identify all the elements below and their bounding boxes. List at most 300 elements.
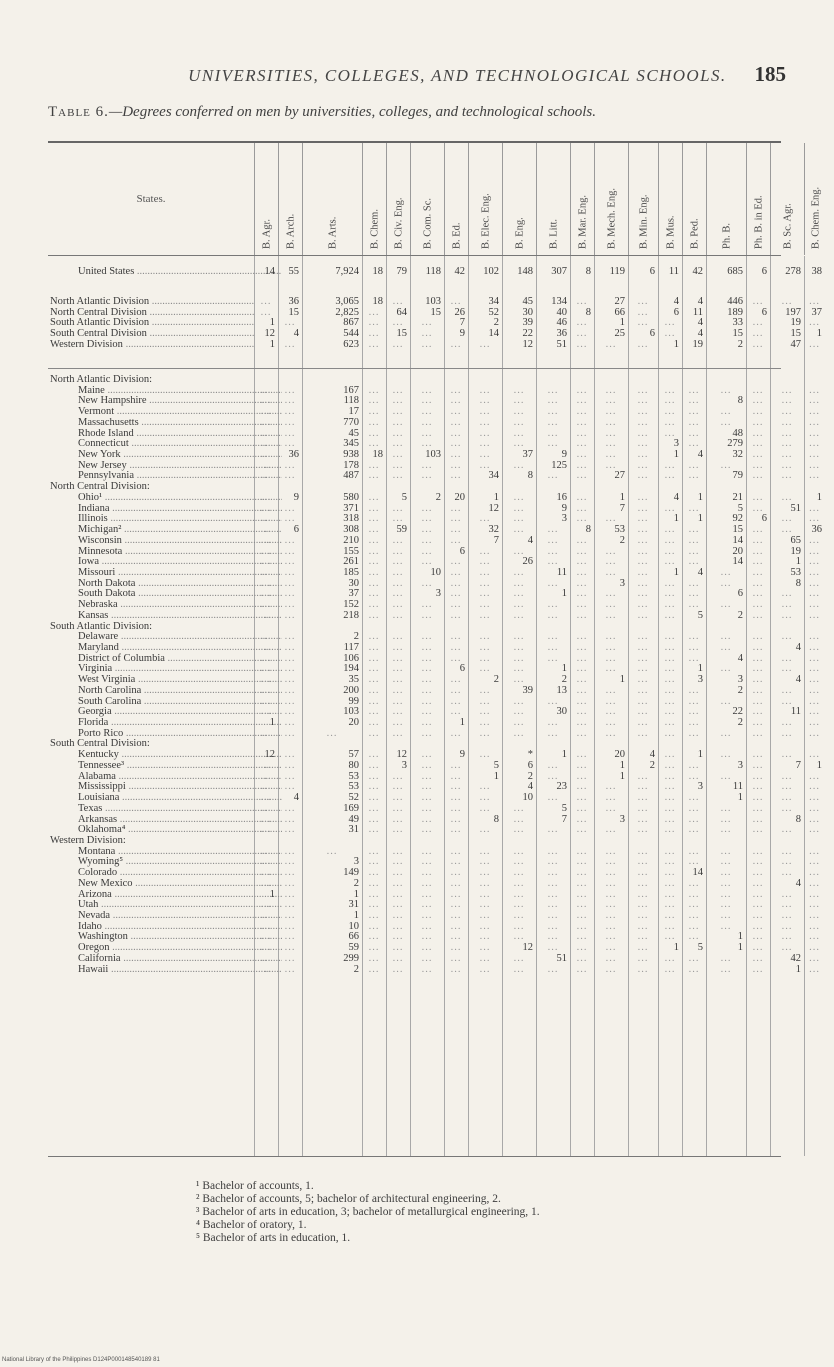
table-cell: 1 <box>737 931 743 943</box>
empty-cell: ... <box>392 663 404 675</box>
empty-cell: ... <box>637 802 649 814</box>
empty-cell: ... <box>368 867 380 879</box>
column-header-label: B. Elec. Eng. <box>480 193 492 249</box>
empty-cell: ... <box>605 942 617 954</box>
empty-cell: ... <box>450 952 462 964</box>
empty-cell: ... <box>752 609 764 621</box>
empty-cell: ... <box>421 899 433 911</box>
empty-cell: ... <box>479 459 491 471</box>
empty-cell: ... <box>392 727 404 739</box>
empty-cell: ... <box>664 577 676 589</box>
empty-cell: ... <box>605 642 617 653</box>
table-cell: 12 <box>488 502 499 514</box>
table-row <box>48 338 820 351</box>
empty-cell: ... <box>809 888 820 900</box>
row-label: West Virginia ..... <box>78 674 282 686</box>
empty-cell: ... <box>605 652 617 664</box>
empty-cell: ... <box>547 427 559 439</box>
empty-cell: ... <box>450 781 462 793</box>
empty-cell: ... <box>368 338 380 350</box>
empty-cell: ... <box>576 427 588 439</box>
empty-cell: ... <box>809 749 820 761</box>
empty-cell: ... <box>513 459 525 471</box>
row-label: Michigan² ..... <box>78 524 282 536</box>
empty-cell: ... <box>284 802 296 814</box>
empty-cell: ... <box>781 802 793 814</box>
empty-cell: ... <box>809 920 820 932</box>
row-label: Texas ..... <box>78 803 282 815</box>
table-cell: 487 <box>343 470 359 482</box>
empty-cell: ... <box>368 577 380 589</box>
empty-cell: ... <box>368 845 380 857</box>
empty-cell: ... <box>284 384 296 396</box>
table-caption <box>48 104 794 121</box>
empty-cell: ... <box>368 534 380 546</box>
table-cell: 345 <box>343 438 359 450</box>
empty-cell: ... <box>664 802 676 814</box>
empty-cell: ... <box>576 920 588 932</box>
table-cell: 1 <box>353 910 359 921</box>
table-cell: 53 <box>348 781 359 793</box>
table-cell: 20 <box>348 717 359 729</box>
empty-cell: ... <box>605 588 617 600</box>
table-cell: 118 <box>343 395 359 407</box>
table-cell: 7 <box>493 534 499 546</box>
empty-cell: ... <box>547 631 559 643</box>
empty-cell: ... <box>450 513 462 525</box>
row-label: Washington ..... <box>78 931 282 943</box>
table-cell: 31 <box>348 824 359 836</box>
column-header-label: B. Ped. <box>689 218 701 249</box>
empty-cell: ... <box>368 459 380 471</box>
table-cell: 66 <box>348 931 359 943</box>
empty-cell: ... <box>664 706 676 718</box>
table-cell: 4 <box>697 296 703 307</box>
empty-cell: ... <box>284 406 296 418</box>
table-cell: 544 <box>343 328 359 340</box>
empty-cell: ... <box>720 845 732 857</box>
empty-cell: ... <box>809 556 820 568</box>
table-cell: 11 <box>732 781 743 793</box>
empty-cell: ... <box>576 338 588 350</box>
table-cell: 194 <box>343 663 359 675</box>
table-cell: 12 <box>522 338 533 350</box>
row-label: Arizona ..... <box>78 889 282 901</box>
empty-cell: ... <box>637 910 649 921</box>
empty-cell: ... <box>752 727 764 739</box>
empty-cell: ... <box>284 920 296 932</box>
empty-cell: ... <box>637 588 649 600</box>
empty-cell: ... <box>720 920 732 932</box>
empty-cell: ... <box>688 577 700 589</box>
empty-cell: ... <box>688 910 700 921</box>
empty-cell: ... <box>637 781 649 793</box>
empty-cell: ... <box>720 727 732 739</box>
table-cell: 51 <box>790 502 801 514</box>
empty-cell: ... <box>809 717 820 729</box>
table-cell: 770 <box>343 416 359 428</box>
table-cell: 4 <box>673 491 679 503</box>
empty-cell: ... <box>752 663 764 675</box>
empty-cell: ... <box>547 899 559 911</box>
empty-cell: ... <box>688 963 700 975</box>
empty-cell: ... <box>450 942 462 954</box>
empty-cell: ... <box>781 406 793 418</box>
table-cell: 4 <box>795 642 801 653</box>
empty-cell: ... <box>392 338 404 350</box>
empty-cell: ... <box>637 513 649 525</box>
empty-cell: ... <box>720 384 732 396</box>
empty-cell: ... <box>576 684 588 696</box>
empty-cell: ... <box>752 577 764 589</box>
table-cell: 3 <box>673 438 679 450</box>
table-header <box>48 143 821 256</box>
table-cell: 30 <box>522 306 533 318</box>
empty-cell: ... <box>421 770 433 782</box>
table-cell: 6 <box>673 306 679 318</box>
empty-cell: ... <box>605 663 617 675</box>
empty-cell: ... <box>720 802 732 814</box>
table-cell: 47 <box>790 338 801 350</box>
empty-cell: ... <box>421 524 433 536</box>
empty-cell: ... <box>809 470 820 482</box>
empty-cell: ... <box>368 824 380 836</box>
table-cell: 6 <box>293 524 299 536</box>
empty-cell: ... <box>479 577 491 589</box>
empty-cell: ... <box>450 609 462 621</box>
empty-cell: ... <box>664 695 676 707</box>
empty-cell: ... <box>664 416 676 428</box>
table-cell: 5 <box>697 609 703 621</box>
table-cell: 36 <box>556 328 567 340</box>
table-cell: 189 <box>727 306 743 318</box>
empty-cell: ... <box>368 952 380 964</box>
table-cell: 1 <box>673 338 679 350</box>
empty-cell: ... <box>809 856 820 868</box>
empty-cell: ... <box>260 459 272 471</box>
row-label: Oklahoma⁴ ..... <box>78 824 282 836</box>
table-cell: 38 <box>811 266 822 277</box>
table-cell: 37 <box>348 588 359 600</box>
column-header <box>278 143 303 255</box>
table-cell: 59 <box>348 942 359 954</box>
empty-cell: ... <box>260 384 272 396</box>
table-cell: 6 <box>649 328 655 340</box>
empty-cell: ... <box>368 438 380 450</box>
empty-cell: ... <box>576 577 588 589</box>
empty-cell: ... <box>421 438 433 450</box>
empty-cell: ... <box>392 684 404 696</box>
empty-cell: ... <box>664 888 676 900</box>
table-cell: 19 <box>790 545 801 557</box>
empty-cell: ... <box>752 317 764 329</box>
table-bottom-rule <box>48 1156 781 1157</box>
empty-cell: ... <box>284 545 296 557</box>
column-header-label: B. Agr. <box>261 218 273 249</box>
table-cell: 1 <box>493 770 499 782</box>
empty-cell: ... <box>368 524 380 536</box>
empty-cell: ... <box>637 416 649 428</box>
empty-cell: ... <box>479 952 491 964</box>
empty-cell: ... <box>781 899 793 911</box>
empty-cell: ... <box>720 867 732 879</box>
empty-cell: ... <box>368 813 380 825</box>
empty-cell: ... <box>576 910 588 921</box>
empty-cell: ... <box>513 856 525 868</box>
row-label: Colorado ..... <box>78 867 282 879</box>
empty-cell: ... <box>450 759 462 771</box>
footnote: ⁴ Bachelor of oratory, 1. <box>196 1219 307 1231</box>
empty-cell: ... <box>479 652 491 664</box>
empty-cell: ... <box>260 910 272 921</box>
empty-cell: ... <box>260 502 272 514</box>
empty-cell: ... <box>752 566 764 578</box>
table-cell: 48 <box>732 427 743 439</box>
table-cell: 6 <box>459 663 465 675</box>
column-header-label: B. Litt. <box>548 218 560 249</box>
empty-cell: ... <box>513 588 525 600</box>
row-label: Missouri ..... <box>78 567 282 579</box>
column-header <box>502 143 537 255</box>
empty-cell: ... <box>637 877 649 889</box>
table-cell: 178 <box>343 459 359 471</box>
states-column-header: States. <box>136 193 166 205</box>
empty-cell: ... <box>421 556 433 568</box>
empty-cell: ... <box>576 384 588 396</box>
empty-cell: ... <box>421 609 433 621</box>
empty-cell: ... <box>450 920 462 932</box>
table-cell: 308 <box>343 524 359 536</box>
table-cell: 8 <box>795 813 801 825</box>
empty-cell: ... <box>637 867 649 879</box>
empty-cell: ... <box>664 813 676 825</box>
table-cell: 53 <box>348 770 359 782</box>
row-label: Oregon ..... <box>78 942 282 954</box>
empty-cell: ... <box>720 642 732 653</box>
empty-cell: ... <box>450 770 462 782</box>
empty-cell: ... <box>284 459 296 471</box>
empty-cell: ... <box>513 963 525 975</box>
empty-cell: ... <box>781 296 793 307</box>
empty-cell: ... <box>605 877 617 889</box>
table-cell: 1 <box>353 888 359 900</box>
table-cell: 8 <box>527 470 533 482</box>
table-cell: 446 <box>727 296 743 307</box>
empty-cell: ... <box>260 416 272 428</box>
empty-cell: ... <box>421 663 433 675</box>
row-label: Idaho ..... <box>78 921 282 933</box>
empty-cell: ... <box>479 406 491 418</box>
row-label: Pennsylvania ..... <box>78 470 282 482</box>
empty-cell: ... <box>450 427 462 439</box>
empty-cell: ... <box>576 942 588 954</box>
empty-cell: ... <box>368 427 380 439</box>
empty-cell: ... <box>605 631 617 643</box>
footnote: ⁵ Bachelor of arts in education, 1. <box>196 1232 351 1244</box>
empty-cell: ... <box>368 749 380 761</box>
table-cell: 12 <box>264 749 275 761</box>
row-label: Alabama ..... <box>78 771 282 783</box>
empty-cell: ... <box>809 534 820 546</box>
table-cell: 34 <box>488 470 499 482</box>
empty-cell: ... <box>688 856 700 868</box>
empty-cell: ... <box>450 642 462 653</box>
empty-cell: ... <box>605 910 617 921</box>
footnote: ¹ Bachelor of accounts, 1. <box>196 1180 314 1192</box>
empty-cell: ... <box>513 824 525 836</box>
table-cell: 33 <box>732 317 743 329</box>
empty-cell: ... <box>637 845 649 857</box>
row-label: Iowa ..... <box>78 556 282 568</box>
empty-cell: ... <box>450 470 462 482</box>
empty-cell: ... <box>664 674 676 686</box>
empty-cell: ... <box>392 652 404 664</box>
empty-cell: ... <box>479 642 491 653</box>
empty-cell: ... <box>368 502 380 514</box>
column-header-label: B. Arch. <box>285 213 297 249</box>
empty-cell: ... <box>547 384 559 396</box>
empty-cell: ... <box>781 491 793 503</box>
table-cell: 18 <box>372 449 383 461</box>
empty-cell: ... <box>260 813 272 825</box>
row-label: Kansas ..... <box>78 610 282 622</box>
empty-cell: ... <box>664 502 676 514</box>
table-cell: 11 <box>790 706 801 718</box>
empty-cell: ... <box>513 920 525 932</box>
table-cell: 6 <box>761 266 767 277</box>
empty-cell: ... <box>781 920 793 932</box>
empty-cell: ... <box>637 449 649 461</box>
empty-cell: ... <box>450 674 462 686</box>
row-label: South Atlantic Division: <box>50 620 153 632</box>
empty-cell: ... <box>479 931 491 943</box>
empty-cell: ... <box>781 781 793 793</box>
empty-cell: ... <box>284 438 296 450</box>
table-cell: 1 <box>816 328 822 340</box>
table-cell: 7,924 <box>335 266 359 277</box>
empty-cell: ... <box>781 631 793 643</box>
table-row <box>48 266 822 278</box>
empty-cell: ... <box>260 674 272 686</box>
empty-cell: ... <box>284 770 296 782</box>
table-cell: 119 <box>609 266 625 277</box>
table-cell: 278 <box>785 266 801 277</box>
empty-cell: ... <box>392 566 404 578</box>
table-cell: 6 <box>737 588 743 600</box>
empty-cell: ... <box>688 470 700 482</box>
empty-cell: ... <box>576 867 588 879</box>
empty-cell: ... <box>688 717 700 729</box>
empty-cell: ... <box>752 910 764 921</box>
row-label: Minnesota ..... <box>78 546 282 558</box>
empty-cell: ... <box>605 449 617 461</box>
empty-cell: ... <box>450 395 462 407</box>
column-header <box>706 143 747 255</box>
empty-cell: ... <box>392 877 404 889</box>
empty-cell: ... <box>260 438 272 450</box>
empty-cell: ... <box>479 899 491 911</box>
empty-cell: ... <box>284 717 296 729</box>
row-label: District of Columbia ..... <box>78 653 282 665</box>
empty-cell: ... <box>605 706 617 718</box>
column-header <box>770 143 805 255</box>
empty-cell: ... <box>479 706 491 718</box>
empty-cell: ... <box>576 566 588 578</box>
row-label: Arkansas ..... <box>78 814 282 826</box>
table-cell: 1 <box>737 792 743 804</box>
empty-cell: ... <box>752 877 764 889</box>
empty-cell: ... <box>605 416 617 428</box>
empty-cell: ... <box>637 306 649 318</box>
empty-cell: ... <box>479 856 491 868</box>
empty-cell: ... <box>450 459 462 471</box>
empty-cell: ... <box>720 963 732 975</box>
empty-cell: ... <box>752 296 764 307</box>
empty-cell: ... <box>637 556 649 568</box>
table-cell: 210 <box>343 534 359 546</box>
empty-cell: ... <box>260 824 272 836</box>
row-label: South Carolina ..... <box>78 696 282 708</box>
column-header <box>570 143 595 255</box>
table-cell: 867 <box>343 317 359 329</box>
empty-cell: ... <box>664 599 676 611</box>
empty-cell: ... <box>605 845 617 857</box>
table-cell: 1 <box>697 663 703 675</box>
table-cell: 1 <box>816 491 822 503</box>
table-cell: 4 <box>697 328 703 340</box>
empty-cell: ... <box>720 910 732 921</box>
empty-cell: ... <box>284 502 296 514</box>
empty-cell: ... <box>392 813 404 825</box>
table-cell: 52 <box>488 306 499 318</box>
table-cell: 155 <box>343 545 359 557</box>
empty-cell: ... <box>284 642 296 653</box>
table-cell: 31 <box>348 899 359 911</box>
table-cell: 4 <box>649 749 655 761</box>
empty-cell: ... <box>260 802 272 814</box>
empty-cell: ... <box>637 963 649 975</box>
empty-cell: ... <box>284 695 296 707</box>
empty-cell: ... <box>513 663 525 675</box>
table-cell: 1 <box>795 963 801 975</box>
row-label: Kentucky ..... <box>78 749 282 761</box>
empty-cell: ... <box>605 395 617 407</box>
empty-cell: ... <box>421 545 433 557</box>
empty-cell: ... <box>720 813 732 825</box>
table-cell: 9 <box>293 491 299 503</box>
column-header-label: B. Ed. <box>451 222 463 249</box>
empty-cell: ... <box>576 556 588 568</box>
empty-cell: ... <box>637 684 649 696</box>
table-cell: 3 <box>697 674 703 686</box>
row-label: Connecticut ..... <box>78 438 282 450</box>
empty-cell: ... <box>576 695 588 707</box>
empty-cell: ... <box>260 759 272 771</box>
table-cell: 92 <box>732 513 743 525</box>
table-cell: 7 <box>459 317 465 329</box>
table-cell: 17 <box>348 406 359 418</box>
column-header-label: B. Chem. <box>369 209 381 249</box>
empty-cell: ... <box>637 599 649 611</box>
empty-cell: ... <box>479 338 491 350</box>
table-cell: 1 <box>816 759 822 771</box>
empty-cell: ... <box>513 717 525 729</box>
table-cell: 32 <box>732 449 743 461</box>
empty-cell: ... <box>513 566 525 578</box>
empty-cell: ... <box>752 759 764 771</box>
table-cell: 46 <box>556 317 567 329</box>
empty-cell: ... <box>637 317 649 329</box>
